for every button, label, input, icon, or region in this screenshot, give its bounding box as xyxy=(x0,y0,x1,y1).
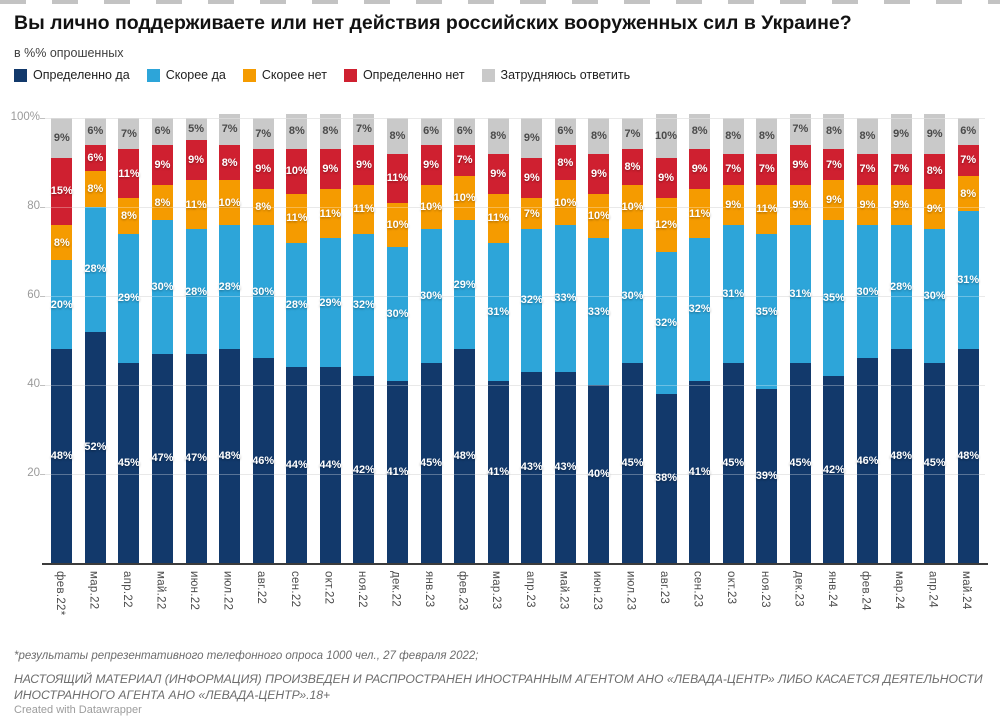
x-axis-label: авг.23 xyxy=(658,571,671,605)
bar-segment: 8% xyxy=(622,149,643,185)
bar-segment: 9% xyxy=(689,149,710,189)
bar-segment: 9% xyxy=(253,149,274,189)
bar-segment: 8% xyxy=(857,118,878,154)
footnote: *результаты репрезентативного телефонного опроса 1000 чел., 27 февраля 2022; xyxy=(14,650,479,662)
bar-segment: 35% xyxy=(756,234,777,390)
x-axis-label: окт.22 xyxy=(322,571,335,605)
bar-segment: 10% xyxy=(656,114,677,159)
x-axis-label: фев.24 xyxy=(859,571,872,611)
bar-segment: 9% xyxy=(353,145,374,185)
x-axis-label: ноя.23 xyxy=(758,571,771,608)
bar-column xyxy=(656,100,677,563)
bar-segment: 10% xyxy=(421,185,442,230)
bar-segment: 9% xyxy=(891,114,912,154)
bar-column xyxy=(51,100,72,563)
bar-segment: 30% xyxy=(152,220,173,354)
bar-segment: 28% xyxy=(286,243,307,368)
bar-segment: 28% xyxy=(219,225,240,350)
bar-segment: 11% xyxy=(286,194,307,243)
bar-segment: 32% xyxy=(353,234,374,376)
bar-column xyxy=(454,100,475,563)
bar-column xyxy=(588,100,609,563)
bar-segment: 11% xyxy=(118,149,139,198)
bar-segment: 45% xyxy=(924,363,945,563)
bar-segment: 9% xyxy=(421,145,442,185)
bar-column xyxy=(555,100,576,563)
x-axis-label: июн.23 xyxy=(590,571,603,611)
x-axis-label: мар.22 xyxy=(87,571,100,610)
x-axis-label: фев.22* xyxy=(53,571,66,616)
bar-segment: 6% xyxy=(85,145,106,172)
bar-segment: 6% xyxy=(454,118,475,145)
bar-column xyxy=(857,100,878,563)
bar-segment: 8% xyxy=(689,114,710,150)
bar-segment: 48% xyxy=(454,349,475,563)
bar-column xyxy=(521,100,542,563)
bar-segment: 31% xyxy=(790,225,811,363)
y-axis-tick-label: 100% xyxy=(10,111,40,123)
bar-segment: 9% xyxy=(152,145,173,185)
bar-segment: 47% xyxy=(152,354,173,563)
bar-column xyxy=(823,100,844,563)
x-axis-label: май.22 xyxy=(154,571,167,610)
bar-segment: 44% xyxy=(286,367,307,563)
bar-segment: 8% xyxy=(253,189,274,225)
x-axis-label: сен.23 xyxy=(691,571,704,608)
bar-column xyxy=(118,100,139,563)
bar-segment: 29% xyxy=(320,238,341,367)
x-axis-label: авг.22 xyxy=(255,571,268,605)
bar-segment: 6% xyxy=(421,118,442,145)
legend-label: Скорее да xyxy=(165,68,226,82)
bar-segment: 10% xyxy=(622,185,643,230)
bar-segment: 8% xyxy=(51,225,72,261)
x-axis-label: мар.24 xyxy=(893,571,906,610)
gridline-overlay xyxy=(45,385,985,386)
bar-segment: 10% xyxy=(219,180,240,225)
gridline-overlay xyxy=(45,207,985,208)
legend-label: Скорее нет xyxy=(261,68,327,82)
bar-segment: 9% xyxy=(790,145,811,185)
bar-segment: 9% xyxy=(823,180,844,220)
x-axis-label: июл.22 xyxy=(221,571,234,611)
bar-column xyxy=(622,100,643,563)
legend-swatch-icon xyxy=(482,69,495,82)
bar-segment: 9% xyxy=(488,154,509,194)
bar-segment: 48% xyxy=(958,349,979,563)
bar-segment: 9% xyxy=(857,185,878,225)
bar-segment: 11% xyxy=(387,154,408,203)
bar-column xyxy=(320,100,341,563)
bar-segment: 11% xyxy=(353,185,374,234)
bar-segment: 8% xyxy=(219,145,240,181)
x-axis-label: фев.23 xyxy=(456,571,469,611)
bar-segment: 8% xyxy=(555,145,576,181)
bar-segment: 8% xyxy=(756,118,777,154)
bar-segment: 28% xyxy=(85,207,106,332)
bar-segment: 9% xyxy=(790,185,811,225)
legend-swatch-icon xyxy=(147,69,160,82)
bar-segment: 9% xyxy=(588,154,609,194)
bar-segment: 45% xyxy=(421,363,442,563)
bar-segment: 11% xyxy=(320,189,341,238)
bar-column xyxy=(689,100,710,563)
bar-segment: 9% xyxy=(924,189,945,229)
bar-segment: 46% xyxy=(253,358,274,563)
bar-column xyxy=(186,100,207,563)
x-axis-label: сен.22 xyxy=(288,571,301,608)
bar-column xyxy=(488,100,509,563)
bar-segment: 8% xyxy=(488,118,509,154)
bar-column xyxy=(85,100,106,563)
bar-segment: 7% xyxy=(723,154,744,185)
bar-segment: 8% xyxy=(958,176,979,212)
bar-segment: 11% xyxy=(488,194,509,243)
bar-segment: 6% xyxy=(85,118,106,145)
bar-segment: 45% xyxy=(723,363,744,563)
y-axis-tick-label: 40 xyxy=(27,378,40,390)
x-axis-label: мар.23 xyxy=(490,571,503,610)
bar-segment: 42% xyxy=(353,376,374,563)
x-axis-label: дек.22 xyxy=(389,571,402,607)
bar-segment: 12% xyxy=(656,198,677,251)
bar-segment: 32% xyxy=(689,238,710,380)
bar-segment: 9% xyxy=(521,158,542,198)
bar-segment: 43% xyxy=(521,372,542,563)
x-axis-label: ноя.22 xyxy=(355,571,368,608)
bar-column xyxy=(286,100,307,563)
x-axis-label: май.23 xyxy=(557,571,570,610)
bar-segment: 8% xyxy=(152,185,173,221)
bar-segment: 7% xyxy=(823,149,844,180)
bar-segment: 48% xyxy=(51,349,72,563)
bar-column xyxy=(353,100,374,563)
bar-segment: 30% xyxy=(421,229,442,363)
bar-segment: 47% xyxy=(186,354,207,563)
x-axis-label: янв.23 xyxy=(423,571,436,608)
legend-item xyxy=(344,68,465,82)
x-axis-label: июл.23 xyxy=(624,571,637,611)
legend-label: Определенно нет xyxy=(362,68,465,82)
bar-column xyxy=(756,100,777,563)
bar-segment: 11% xyxy=(186,180,207,229)
bar-segment: 30% xyxy=(857,225,878,359)
bar-segment: 8% xyxy=(924,154,945,190)
bar-segment: 5% xyxy=(186,118,207,140)
bar-segment: 7% xyxy=(521,198,542,229)
bar-segment: 8% xyxy=(320,114,341,150)
bar-segment: 32% xyxy=(656,252,677,394)
bar-segment: 41% xyxy=(488,381,509,563)
stacked-bar-chart xyxy=(0,100,1000,635)
x-axis-label: май.24 xyxy=(960,571,973,610)
foreign-agent-disclaimer: НАСТОЯЩИЙ МАТЕРИАЛ (ИНФОРМАЦИЯ) ПРОИЗВЕДЕН И РАСПРОСТРАНЕН ИНОСТРАННЫМ АГЕНТОМ АНО «ЛЕВАДА-ЦЕНТР» ЛИБО КАСАЕТСЯ ДЕЯТЕЛЬНОСТИ ИНОСТРАННОГО АГЕНТА АНО «ЛЕВАДА-ЦЕНТР».18+ xyxy=(14,672,983,703)
bar-segment: 7% xyxy=(118,118,139,149)
bar-segment: 52% xyxy=(85,332,106,563)
bar-segment: 15% xyxy=(51,158,72,225)
bar-segment: 33% xyxy=(555,225,576,372)
bar-segment: 20% xyxy=(51,260,72,349)
bar-segment: 8% xyxy=(387,118,408,154)
legend-item xyxy=(14,68,130,82)
bar-segment: 31% xyxy=(723,225,744,363)
bar-segment: 42% xyxy=(823,376,844,563)
bar-segment: 9% xyxy=(924,114,945,154)
bar-column xyxy=(924,100,945,563)
bar-segment: 10% xyxy=(555,180,576,225)
legend-item xyxy=(243,68,327,82)
bar-segment: 8% xyxy=(823,114,844,150)
bar-segment: 8% xyxy=(286,114,307,150)
legend-swatch-icon xyxy=(243,69,256,82)
bar-segment: 11% xyxy=(756,185,777,234)
bar-segment: 9% xyxy=(723,185,744,225)
bar-segment: 6% xyxy=(958,118,979,145)
bar-column xyxy=(958,100,979,563)
bar-segment: 41% xyxy=(387,381,408,563)
y-axis-tick-label: 60 xyxy=(27,289,40,301)
top-edge-artifact xyxy=(0,0,1000,4)
legend-swatch-icon xyxy=(14,69,27,82)
bar-segment: 10% xyxy=(387,203,408,248)
bar-segment: 7% xyxy=(253,118,274,149)
bar-segment: 31% xyxy=(958,211,979,349)
bar-segment: 8% xyxy=(85,171,106,207)
legend-label: Затрудняюсь ответить xyxy=(500,68,631,82)
bar-segment: 9% xyxy=(521,118,542,158)
bar-segment: 10% xyxy=(588,194,609,239)
bar-segment: 41% xyxy=(689,381,710,563)
page-title: Вы лично поддерживаете или нет действия российских вооруженных сил в Украине? xyxy=(14,12,852,34)
bar-segment: 8% xyxy=(723,118,744,154)
bar-segment: 8% xyxy=(118,198,139,234)
bar-segment: 7% xyxy=(857,154,878,185)
bar-segment: 7% xyxy=(219,114,240,145)
bar-segment: 30% xyxy=(253,225,274,359)
bar-column xyxy=(723,100,744,563)
bar-segment: 7% xyxy=(622,118,643,149)
bar-segment: 29% xyxy=(454,220,475,349)
bar-segment: 6% xyxy=(555,118,576,145)
x-axis-line xyxy=(42,563,988,565)
bar-segment: 48% xyxy=(219,349,240,563)
x-axis-label: окт.23 xyxy=(725,571,738,605)
gridline-overlay xyxy=(45,296,985,297)
bar-segment: 40% xyxy=(588,385,609,563)
bar-segment: 7% xyxy=(891,154,912,185)
bar-column xyxy=(387,100,408,563)
bar-segment: 9% xyxy=(186,140,207,180)
bar-segment: 10% xyxy=(454,176,475,221)
bar-segment: 9% xyxy=(51,118,72,158)
x-axis-label: дек.23 xyxy=(792,571,805,607)
y-axis-tick-label: 20 xyxy=(27,467,40,479)
bar-segment: 7% xyxy=(958,145,979,176)
bar-segment: 35% xyxy=(823,220,844,376)
bar-column xyxy=(891,100,912,563)
bar-column xyxy=(421,100,442,563)
bar-segment: 30% xyxy=(387,247,408,381)
bar-segment: 45% xyxy=(118,363,139,563)
bar-segment: 7% xyxy=(756,154,777,185)
bar-segment: 9% xyxy=(320,149,341,189)
x-axis-label: янв.24 xyxy=(825,571,838,608)
datawrapper-credit[interactable]: Created with Datawrapper xyxy=(14,704,142,716)
bar-segment: 30% xyxy=(924,229,945,363)
bar-segment: 32% xyxy=(521,229,542,371)
bar-segment: 30% xyxy=(622,229,643,363)
bar-segment: 7% xyxy=(790,114,811,145)
gridline-overlay xyxy=(45,118,985,119)
bar-segment: 28% xyxy=(891,225,912,350)
bar-segment: 45% xyxy=(622,363,643,563)
bar-segment: 8% xyxy=(588,118,609,154)
bar-segment: 10% xyxy=(286,149,307,194)
chart-subtitle: в %% опрошенных xyxy=(14,46,124,60)
legend-swatch-icon xyxy=(344,69,357,82)
bar-segment: 7% xyxy=(353,114,374,145)
bar-segment: 46% xyxy=(857,358,878,563)
bar-segment: 31% xyxy=(488,243,509,381)
y-axis-tick-label: 80 xyxy=(27,200,40,212)
bar-segment: 48% xyxy=(891,349,912,563)
legend-item xyxy=(147,68,226,82)
bar-segment: 9% xyxy=(656,158,677,198)
x-axis-label: апр.22 xyxy=(120,571,133,608)
bar-segment: 45% xyxy=(790,363,811,563)
bar-segment: 39% xyxy=(756,389,777,563)
bar-segment: 29% xyxy=(118,234,139,363)
bar-column xyxy=(253,100,274,563)
x-axis-label: апр.23 xyxy=(523,571,536,608)
bar-column xyxy=(219,100,240,563)
bar-segment: 28% xyxy=(186,229,207,354)
x-axis-label: апр.24 xyxy=(926,571,939,608)
bar-segment: 7% xyxy=(454,145,475,176)
bar-segment: 43% xyxy=(555,372,576,563)
bar-segment: 44% xyxy=(320,367,341,563)
legend-label: Определенно да xyxy=(33,68,130,82)
bar-segment: 33% xyxy=(588,238,609,385)
bar-segment: 38% xyxy=(656,394,677,563)
x-axis-label: июн.22 xyxy=(188,571,201,611)
gridline-overlay xyxy=(45,474,985,475)
bar-segment: 9% xyxy=(891,185,912,225)
bar-column xyxy=(790,100,811,563)
bar-column xyxy=(152,100,173,563)
legend-item xyxy=(482,68,631,82)
bar-segment: 6% xyxy=(152,118,173,145)
chart-legend xyxy=(14,68,630,82)
bar-segment: 11% xyxy=(689,189,710,238)
